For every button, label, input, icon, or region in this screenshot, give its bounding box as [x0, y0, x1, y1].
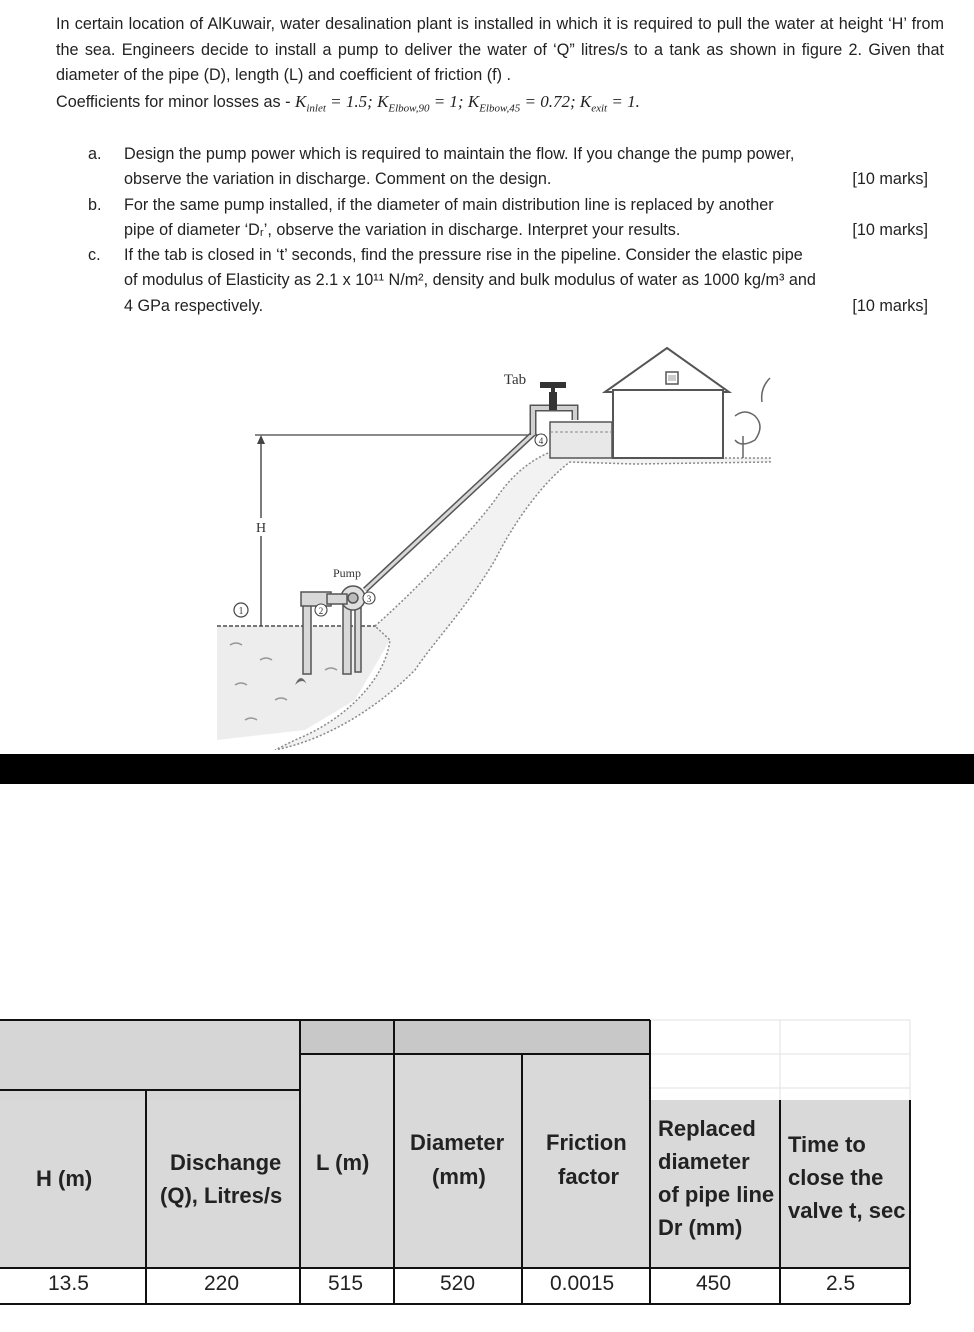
value-q: 220 — [204, 1272, 240, 1295]
header-diameter-line2: (mm) — [432, 1164, 486, 1189]
question-text: 4 GPa respectively. — [124, 296, 264, 315]
header-h: H (m) — [36, 1166, 93, 1191]
marks-label: [10 marks] — [852, 220, 928, 239]
question-b — [88, 193, 928, 244]
header-q-line2: (Q), Litres/s — [160, 1183, 283, 1208]
tree-outline — [735, 378, 770, 458]
header-replaced-line2: diameter — [658, 1149, 750, 1174]
valve-stem — [549, 392, 557, 410]
header-fill-left — [0, 1020, 300, 1100]
header-l: L (m) — [316, 1150, 370, 1175]
question-list — [88, 142, 928, 319]
value-h: 13.5 — [48, 1272, 89, 1295]
house-roof — [605, 348, 729, 392]
pump-system-figure — [215, 340, 775, 750]
house-wall — [613, 390, 723, 458]
header-diameter-line1: Diameter — [410, 1130, 505, 1155]
height-arrow-top — [257, 435, 265, 444]
question-text: observe the variation in discharge. Comment on the design. — [124, 170, 552, 189]
point-2-label: 2 — [318, 606, 324, 616]
header-q-line1: Dischange — [170, 1150, 282, 1175]
header-replaced-line1: Replaced — [658, 1116, 756, 1141]
pump-label: Pump — [332, 566, 362, 580]
question-text: If the tab is closed in ‘t’ seconds, find the pressure rise in the pipeline. Consider the elastic pipe — [124, 246, 803, 265]
intro-text: In certain location of AlKuwair, water desalination plant is installed in which it is required to pull the water at height ‘H’ from the sea. Engineers decide to install a pump to deliver the water of ‘Q” litres/s to a tank as shown in figure 2. Given that diameter of the pipe (D), length (L) and coefficient of friction (f) . — [56, 15, 944, 84]
coefficients-lead: Coefficients for minor losses as - — [56, 92, 296, 111]
value-l: 515 — [328, 1272, 364, 1295]
question-text: of modulus of Elasticity as 2.1 x 10¹¹ N/m², density and bulk modulus of water as 1000 kg/m³ and — [124, 271, 816, 290]
question-label: c. — [88, 246, 101, 265]
marks-label: [10 marks] — [852, 170, 928, 189]
marks-label: [10 marks] — [852, 296, 928, 315]
question-c — [88, 243, 928, 319]
k-elbow-45: $K_{Elbow,45} = 0.72$; — [467, 91, 580, 114]
point-3-label: 3 — [366, 594, 372, 604]
point-4-label: 4 — [538, 436, 544, 446]
header-friction-line1: Friction — [546, 1130, 627, 1155]
house-window-pane — [668, 375, 676, 381]
header-fill-top — [300, 1020, 650, 1054]
header-replaced-line4: Dr (mm) — [658, 1215, 743, 1240]
value-replaced-diameter: 450 — [696, 1272, 732, 1295]
header-time-line2: close the — [788, 1165, 884, 1190]
question-text: pipe of diameter ‘Dᵣ’, observe the variation in discharge. Interpret your results. — [124, 220, 681, 239]
k-elbow-90: $K_{Elbow,90} = 1$; — [377, 91, 468, 114]
header-time-line1: Time to — [788, 1132, 866, 1157]
height-label: H — [255, 521, 267, 536]
k-exit: $K_{exit} = 1$. — [579, 91, 640, 114]
tab-label: Tab — [503, 372, 527, 388]
question-label: b. — [88, 195, 102, 214]
header-friction-line2: factor — [558, 1164, 620, 1189]
point-1-label: 1 — [238, 606, 244, 617]
question-text: For the same pump installed, if the diameter of main distribution line is replaced by another — [124, 195, 774, 214]
value-time: 2.5 — [826, 1272, 856, 1295]
separator-band — [0, 754, 974, 784]
valve-neck — [551, 386, 555, 394]
figure-svg — [215, 340, 775, 750]
problem-intro — [56, 12, 944, 121]
header-replaced-line3: of pipe line — [658, 1182, 775, 1207]
value-diameter: 520 — [440, 1272, 476, 1295]
question-a — [88, 142, 928, 193]
k-inlet: $K_{inlet} = 1.5$; — [295, 91, 378, 114]
value-friction: 0.0015 — [550, 1272, 615, 1295]
question-label: a. — [88, 145, 102, 163]
header-time-line3: valve t, sec — [788, 1198, 906, 1223]
storage-tank — [550, 422, 612, 458]
question-text: Design the pump power which is required to maintain the flow. If you change the pump power, — [124, 145, 795, 163]
